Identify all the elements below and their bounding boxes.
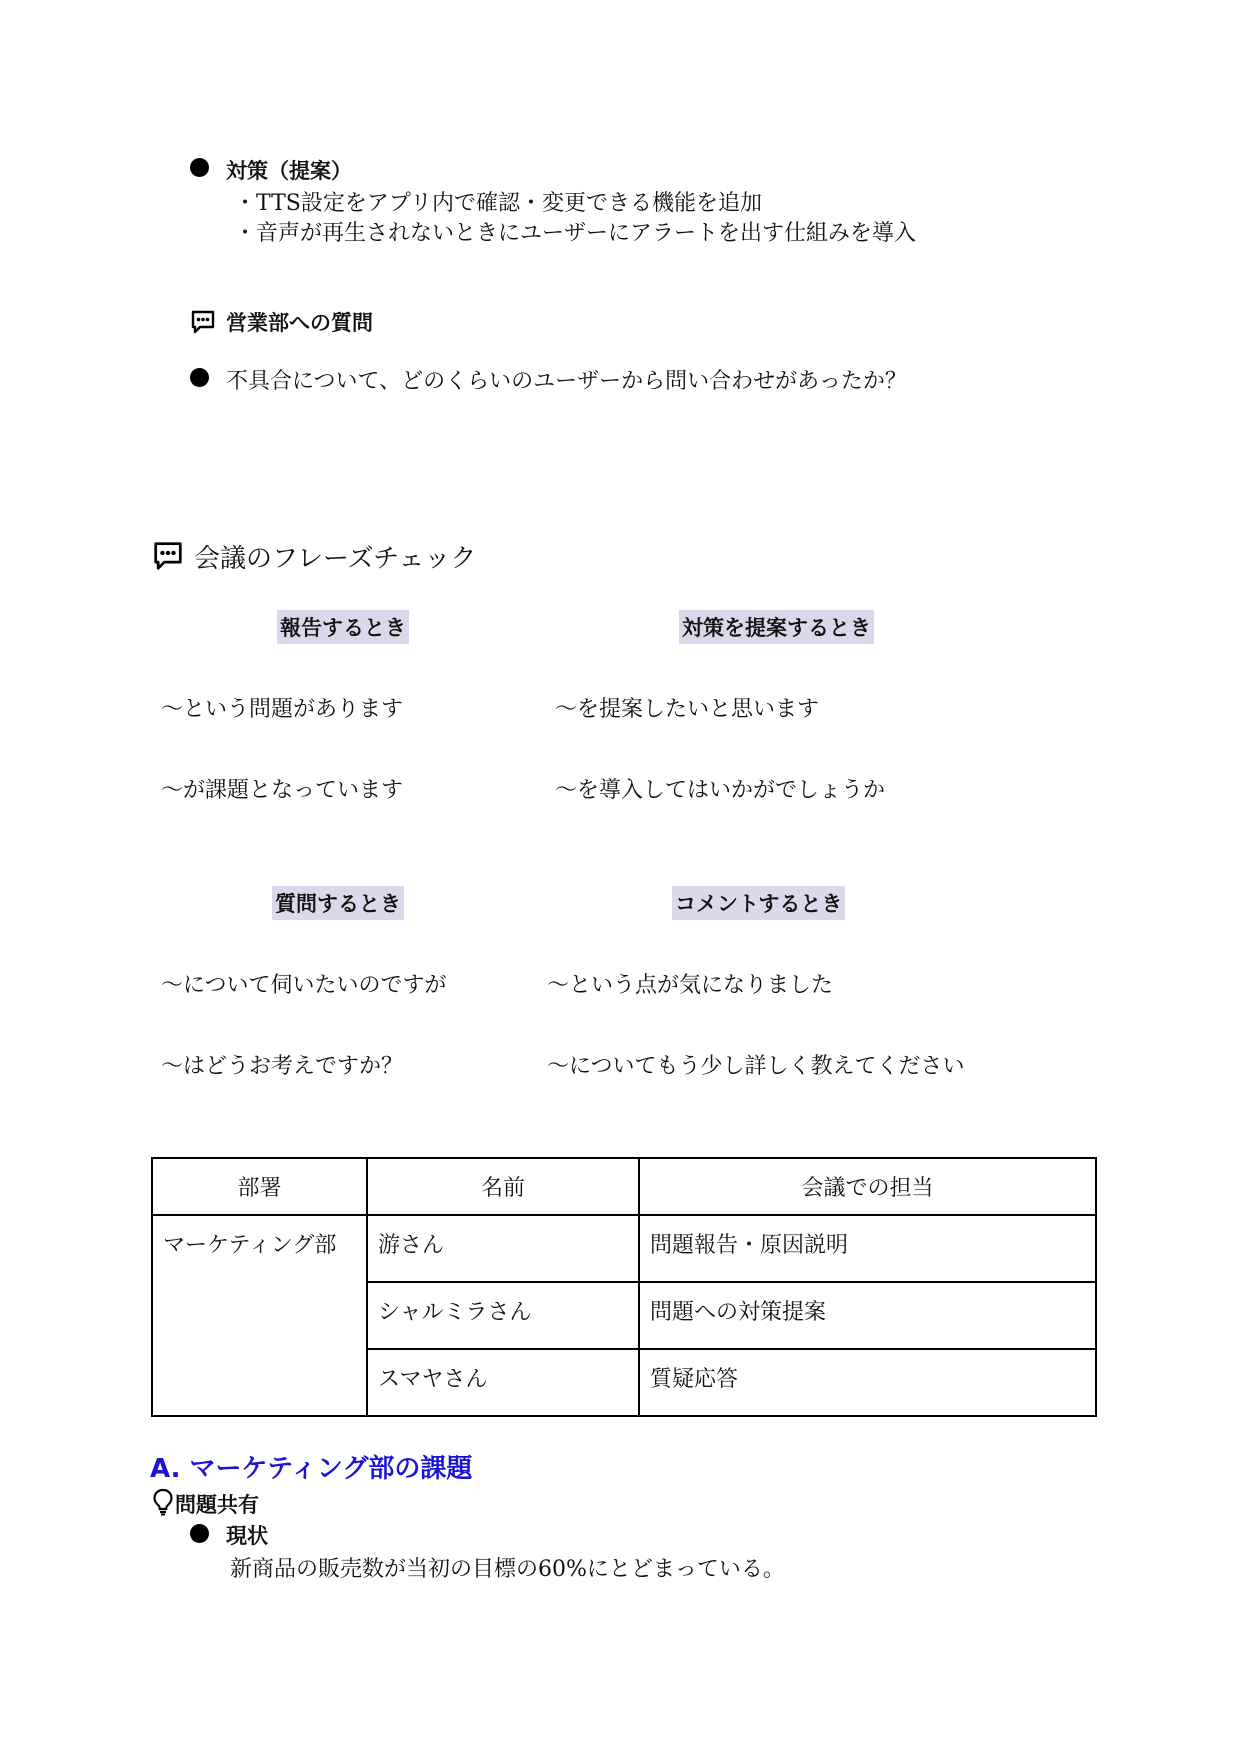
bullet-icon (190, 158, 209, 177)
table-header: 名前 (367, 1158, 639, 1215)
section-a-title: A. マーケティング部の課題 (150, 1454, 473, 1484)
phrase-group-label: コメントするとき (672, 886, 845, 920)
section-a-subheading: 問題共有 (175, 1493, 259, 1517)
table-header: 部署 (152, 1158, 367, 1215)
phrase: 〜という問題があります (161, 697, 404, 722)
bullet-icon (190, 368, 209, 387)
lightbulb-icon (152, 1488, 174, 1516)
name-cell: シャルミラさん (367, 1282, 639, 1349)
chat-icon (152, 540, 184, 572)
phrase-check-heading: 会議のフレーズチェック (194, 544, 477, 574)
phrase: 〜についてもう少し詳しく教えてください (547, 1054, 965, 1079)
chat-icon (190, 309, 216, 335)
bullet-icon (190, 1524, 209, 1543)
phrase: 〜が課題となっています (161, 778, 404, 803)
section-a-bullet-heading: 現状 (226, 1524, 268, 1548)
role-cell: 問題への対策提案 (639, 1282, 1096, 1349)
phrase: 〜について伺いたいのですが (161, 973, 447, 998)
phrase-group-label: 質問するとき (272, 886, 404, 920)
phrase: 〜という点が気になりました (547, 973, 834, 998)
countermeasure-heading: 対策（提案） (226, 159, 352, 183)
table-header: 会議での担当 (639, 1158, 1096, 1215)
phrase: 〜を提案したいと思います (555, 697, 820, 722)
name-cell: 游さん (367, 1215, 639, 1282)
phrase: 〜はどうお考えですか？ (161, 1054, 404, 1079)
role-cell: 質疑応答 (639, 1349, 1096, 1416)
sales-questions-heading: 営業部への質問 (226, 311, 373, 335)
countermeasure-item-2: ・音声が再生されないときにユーザーにアラートを出す仕組みを導入 (234, 221, 917, 246)
section-a-text: 新商品の販売数が当初の目標の60%にとどまっている。 (230, 1557, 785, 1582)
sales-question-item: 不具合について、どのくらいのユーザーから問い合わせがあったか？ (226, 369, 907, 394)
roles-table (151, 1157, 1097, 1417)
phrase: 〜を導入してはいかがでしょうか (555, 778, 886, 803)
department-cell: マーケティング部 (152, 1215, 367, 1416)
name-cell: スマヤさん (367, 1349, 639, 1416)
role-cell: 問題報告・原因説明 (639, 1215, 1096, 1282)
countermeasure-item-1: ・TTS設定をアプリ内で確認・変更できる機能を追加 (234, 191, 762, 216)
phrase-group-label: 報告するとき (277, 610, 409, 644)
phrase-group-label: 対策を提案するとき (679, 610, 874, 644)
table-row (152, 1215, 1096, 1282)
